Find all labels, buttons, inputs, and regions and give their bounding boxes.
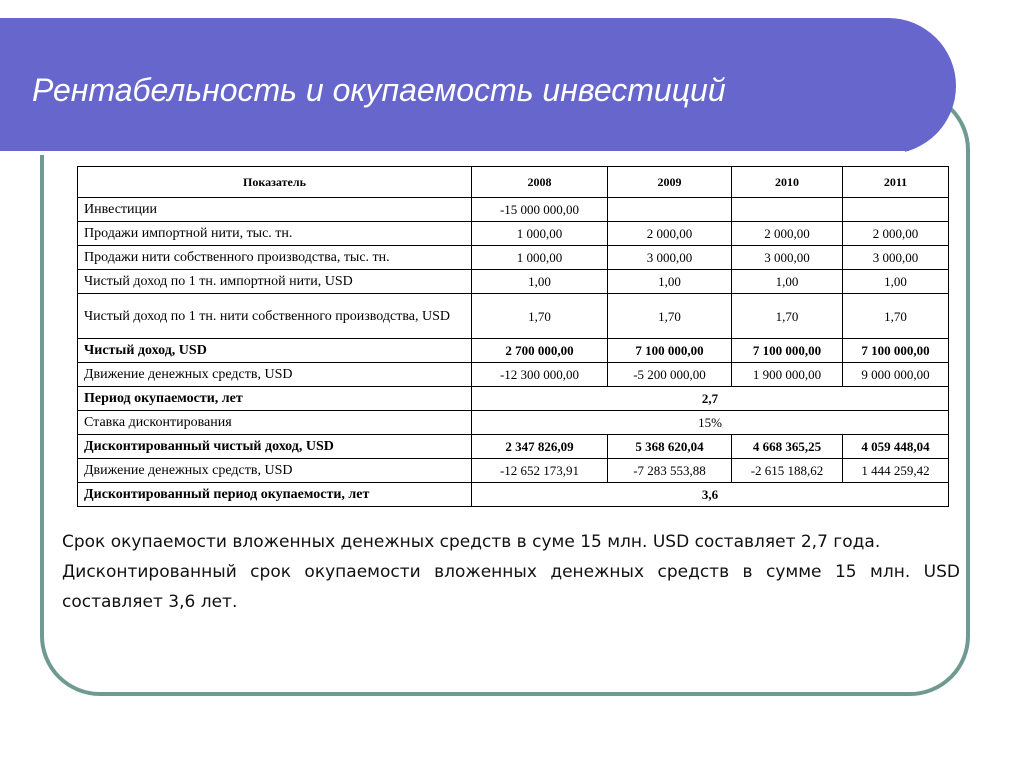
row-label: Чистый доход по 1 тн. импортной нити, USD [78, 270, 472, 294]
cell-value: -12 300 000,00 [472, 363, 608, 387]
cell-value: -2 615 188,62 [732, 459, 843, 483]
table-row [78, 435, 949, 459]
row-label: Движение денежных средств, USD [78, 363, 472, 387]
cell-value: 1,70 [843, 294, 949, 339]
table-row [78, 222, 949, 246]
cell-value: 7 100 000,00 [843, 339, 949, 363]
cell-value: -15 000 000,00 [472, 198, 608, 222]
table-row [78, 246, 949, 270]
table-row [78, 483, 949, 507]
merged-value-cell: 2,7 [472, 387, 949, 411]
cell-value: 1 900 000,00 [732, 363, 843, 387]
cell-value [608, 198, 732, 222]
cell-value: 1 444 259,42 [843, 459, 949, 483]
header-year-2009: 2009 [608, 167, 732, 198]
row-label: Чистый доход, USD [78, 339, 472, 363]
table-row [78, 339, 949, 363]
cell-value: 3 000,00 [732, 246, 843, 270]
merged-value-cell: 15% [472, 411, 949, 435]
title-underline [0, 151, 905, 155]
header-year-2008: 2008 [472, 167, 608, 198]
cell-value: 2 000,00 [608, 222, 732, 246]
row-label: Ставка дисконтирования [78, 411, 472, 435]
cell-value: 3 000,00 [843, 246, 949, 270]
caption-line-1: Срок окупаемости вложенных денежных средств в суме 15 млн. USD составляет 2,7 года. [62, 532, 881, 552]
cell-value: 4 059 448,04 [843, 435, 949, 459]
cell-value: -5 200 000,00 [608, 363, 732, 387]
row-label: Движение денежных средств, USD [78, 459, 472, 483]
table-header-row [78, 167, 949, 198]
cell-value: 9 000 000,00 [843, 363, 949, 387]
cell-value: 2 700 000,00 [472, 339, 608, 363]
table-row [78, 363, 949, 387]
table-row [78, 387, 949, 411]
cell-value: 1,00 [472, 270, 608, 294]
row-label: Продажи импортной нити, тыс. тн. [78, 222, 472, 246]
caption-line-2: Дисконтированный срок окупаемости вложенных денежных средств в сумме 15 млн. USD составляет 3,6 лет. [62, 562, 960, 612]
table-row [78, 411, 949, 435]
merged-value-cell: 3,6 [472, 483, 949, 507]
slide-title: Рентабельность и окупаемость инвестиций [32, 72, 726, 108]
cell-value: 1 000,00 [472, 246, 608, 270]
header-indicator: Показатель [78, 167, 472, 198]
table-row [78, 198, 949, 222]
cell-value: 3 000,00 [608, 246, 732, 270]
cell-value: 5 368 620,04 [608, 435, 732, 459]
header-year-2011: 2011 [843, 167, 949, 198]
cell-value: 7 100 000,00 [732, 339, 843, 363]
cell-value: 2 000,00 [843, 222, 949, 246]
row-label: Продажи нити собственного производства, тыс. тн. [78, 246, 472, 270]
header-year-2010: 2010 [732, 167, 843, 198]
cell-value: 1,00 [843, 270, 949, 294]
table-row [78, 294, 949, 339]
cell-value [843, 198, 949, 222]
cell-value: 1,70 [732, 294, 843, 339]
cell-value: -7 283 553,88 [608, 459, 732, 483]
cell-value [732, 198, 843, 222]
row-label: Период окупаемости, лет [78, 387, 472, 411]
caption [62, 527, 960, 617]
row-label: Инвестиции [78, 198, 472, 222]
roi-table [77, 166, 949, 507]
table-row [78, 459, 949, 483]
cell-value: 7 100 000,00 [608, 339, 732, 363]
cell-value: 1,00 [608, 270, 732, 294]
row-label: Чистый доход по 1 тн. нити собственного производства, USD [78, 294, 472, 339]
row-label: Дисконтированный чистый доход, USD [78, 435, 472, 459]
cell-value: 2 000,00 [732, 222, 843, 246]
cell-value: 1,00 [732, 270, 843, 294]
cell-value: 1,70 [472, 294, 608, 339]
cell-value: -12 652 173,91 [472, 459, 608, 483]
cell-value: 1 000,00 [472, 222, 608, 246]
table-row [78, 270, 949, 294]
row-label: Дисконтированный период окупаемости, лет [78, 483, 472, 507]
cell-value: 4 668 365,25 [732, 435, 843, 459]
cell-value: 2 347 826,09 [472, 435, 608, 459]
title-bar [0, 18, 956, 154]
cell-value: 1,70 [608, 294, 732, 339]
